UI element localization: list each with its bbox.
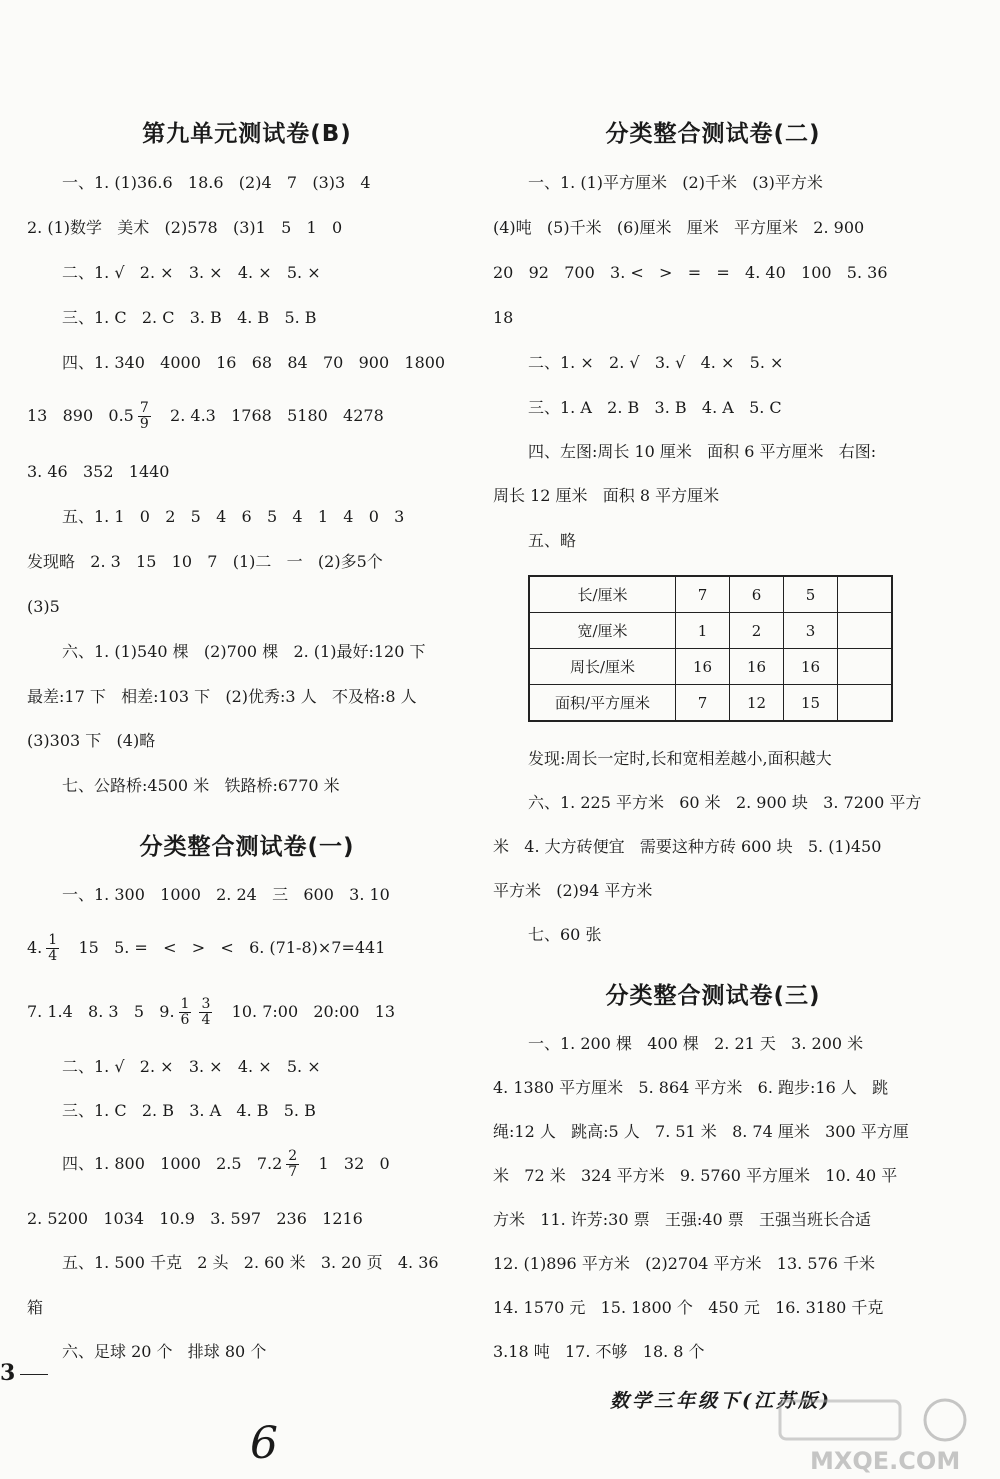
answer-line: 发现略 2. 3 15 10 7 (1)二 一 (2)多5个	[27, 552, 383, 571]
answer-line: (3)303 下 (4)略	[27, 731, 156, 750]
table-cell: 6	[730, 576, 784, 613]
watermark-logo	[770, 1395, 995, 1477]
table-cell: 16	[730, 649, 784, 685]
watermark-text: MXQE.COM	[810, 1447, 961, 1475]
watermark-frame	[780, 1401, 900, 1439]
answer-table	[528, 575, 893, 722]
answer-line-fraction: 4. $\frac{1}{4}$ 15 5. = < > < 6. (71-8)×7=441	[27, 932, 386, 964]
fraction: $\frac{1}{4}$	[48, 932, 58, 964]
section-title-integrated-2: 分类整合测试卷(二)	[605, 121, 821, 147]
answer-line: 14. 1570 元 15. 1800 个 450 元 16. 3180 千克	[493, 1298, 884, 1317]
page-number: 3	[0, 1360, 16, 1386]
answer-line: 一、1. (1)平方厘米 (2)千米 (3)平方米	[528, 173, 823, 192]
book-title: 数学三年级下(江苏版)	[610, 1390, 832, 1412]
answer-line: 六、1. (1)540 棵 (2)700 棵 2. (1)最好:120 下	[62, 642, 426, 661]
footer-divider	[20, 1374, 48, 1375]
answer-line: 二、1. √ 2. × 3. × 4. × 5. ×	[62, 1057, 321, 1076]
watermark-circle	[925, 1400, 965, 1440]
handwritten-mark: 6	[250, 1418, 278, 1469]
answer-line: 20 92 700 3. < > = = 4. 40 100 5. 36	[493, 263, 888, 282]
answer-line-fraction: 四、1. 800 1000 2.5 7.2 $\frac{2}{7}$ 1 32 0	[62, 1148, 390, 1180]
table-cell: 16	[676, 649, 730, 685]
fraction: $\frac{2}{7}$	[288, 1148, 298, 1180]
answer-line: 三、1. A 2. B 3. B 4. A 5. C	[528, 398, 782, 417]
answer-line: 一、1. 200 棵 400 棵 2. 21 天 3. 200 米	[528, 1034, 864, 1053]
answer-line: 四、1. 340 4000 16 68 84 70 900 1800	[62, 353, 446, 372]
answer-line: (4)吨 (5)千米 (6)厘米 厘米 平方厘米 2. 900	[493, 218, 865, 237]
table-cell: 12	[730, 685, 784, 722]
fraction: $\frac{7}{9}$	[139, 400, 149, 432]
answer-line-fraction: 13 890 0.5 $\frac{7}{9}$ 2. 4.3 1768 5180 4278	[27, 400, 384, 432]
answer-line: 六、足球 20 个 排球 80 个	[62, 1342, 267, 1361]
answer-line: 周长 12 厘米 面积 8 平方厘米	[493, 486, 720, 505]
answer-line: 六、1. 225 平方米 60 米 2. 900 块 3. 7200 平方	[528, 793, 922, 812]
answer-line: 米 4. 大方砖便宜 需要这种方砖 600 块 5. (1)450	[493, 837, 882, 856]
table-cell: 15	[784, 685, 838, 722]
answer-line: 发现:周长一定时,长和宽相差越小,面积越大	[528, 749, 832, 768]
table-cell: 5	[784, 576, 838, 613]
answer-line: 方米 11. 许芳:30 票 王强:40 票 王强当班长合适	[493, 1210, 871, 1229]
table-cell	[838, 576, 893, 613]
table-cell	[838, 613, 893, 649]
answer-line: 二、1. √ 2. × 3. × 4. × 5. ×	[62, 263, 321, 282]
table-header-cell: 长/厘米	[529, 576, 676, 613]
answer-line: 一、1. (1)36.6 18.6 (2)4 7 (3)3 4	[62, 173, 371, 192]
answer-line: 2. (1)数学 美术 (2)578 (3)1 5 1 0	[27, 218, 343, 237]
answer-line: 五、1. 500 千克 2 头 2. 60 米 3. 20 页 4. 36	[62, 1253, 439, 1272]
table-cell: 1	[676, 613, 730, 649]
answer-line: 五、1. 1 0 2 5 4 6 5 4 1 4 0 3	[62, 507, 405, 526]
fraction: $\frac{3}{4}$	[201, 996, 211, 1028]
answer-line: 七、60 张	[528, 925, 602, 944]
table-cell	[838, 685, 893, 722]
table-header-cell: 宽/厘米	[529, 613, 676, 649]
answer-line: 平方米 (2)94 平方米	[493, 881, 653, 900]
table-cell: 2	[730, 613, 784, 649]
section-title-integrated-3: 分类整合测试卷(三)	[605, 983, 821, 1009]
table-header-cell: 周长/厘米	[529, 649, 676, 685]
answer-line: 最差:17 下 相差:103 下 (2)优秀:3 人 不及格:8 人	[27, 687, 417, 706]
table-row	[529, 649, 892, 685]
section-title-integrated-1: 分类整合测试卷(一)	[139, 834, 355, 860]
answer-line: 米 72 米 324 平方米 9. 5760 平方厘米 10. 40 平	[493, 1166, 898, 1185]
table-cell	[838, 649, 893, 685]
table-cell: 7	[676, 685, 730, 722]
answer-line: 四、左图:周长 10 厘米 面积 6 平方厘米 右图:	[528, 442, 877, 461]
table-cell: 3	[784, 613, 838, 649]
answer-line: 12. (1)896 平方米 (2)2704 平方米 13. 576 千米	[493, 1254, 875, 1273]
answer-line: 七、公路桥:4500 米 铁路桥:6770 米	[62, 776, 340, 795]
answer-line: (3)5	[27, 597, 60, 616]
answer-line: 2. 5200 1034 10.9 3. 597 236 1216	[27, 1209, 363, 1228]
answer-line: 18	[493, 308, 514, 327]
fraction: $\frac{1}{6}$	[180, 996, 190, 1028]
answer-line: 3. 46 352 1440	[27, 462, 170, 481]
table-cell: 16	[784, 649, 838, 685]
table-header-cell: 面积/平方厘米	[529, 685, 676, 722]
answer-line: 五、略	[528, 531, 577, 550]
answer-line: 4. 1380 平方厘米 5. 864 平方米 6. 跑步:16 人 跳	[493, 1078, 889, 1097]
answer-line: 二、1. × 2. √ 3. √ 4. × 5. ×	[528, 353, 784, 372]
table-row	[529, 576, 892, 613]
section-title-unit9b: 第九单元测试卷(B)	[142, 121, 352, 147]
answer-line: 箱	[27, 1298, 44, 1317]
answer-line: 一、1. 300 1000 2. 24 三 600 3. 10	[62, 885, 390, 904]
answer-line: 绳:12 人 跳高:5 人 7. 51 米 8. 74 厘米 300 平方厘	[493, 1122, 909, 1141]
table-row	[529, 685, 892, 722]
answer-line: 3.18 吨 17. 不够 18. 8 个	[493, 1342, 705, 1361]
answer-line-fraction: 7. 1.4 8. 3 5 9. $\frac{1}{6}$ $\frac{3}{4}$ 10. 7:00 20:00 13	[27, 996, 396, 1028]
answer-line: 三、1. C 2. C 3. B 4. B 5. B	[62, 308, 317, 327]
table-row	[529, 613, 892, 649]
answer-line: 三、1. C 2. B 3. A 4. B 5. B	[62, 1101, 316, 1120]
table-cell: 7	[676, 576, 730, 613]
